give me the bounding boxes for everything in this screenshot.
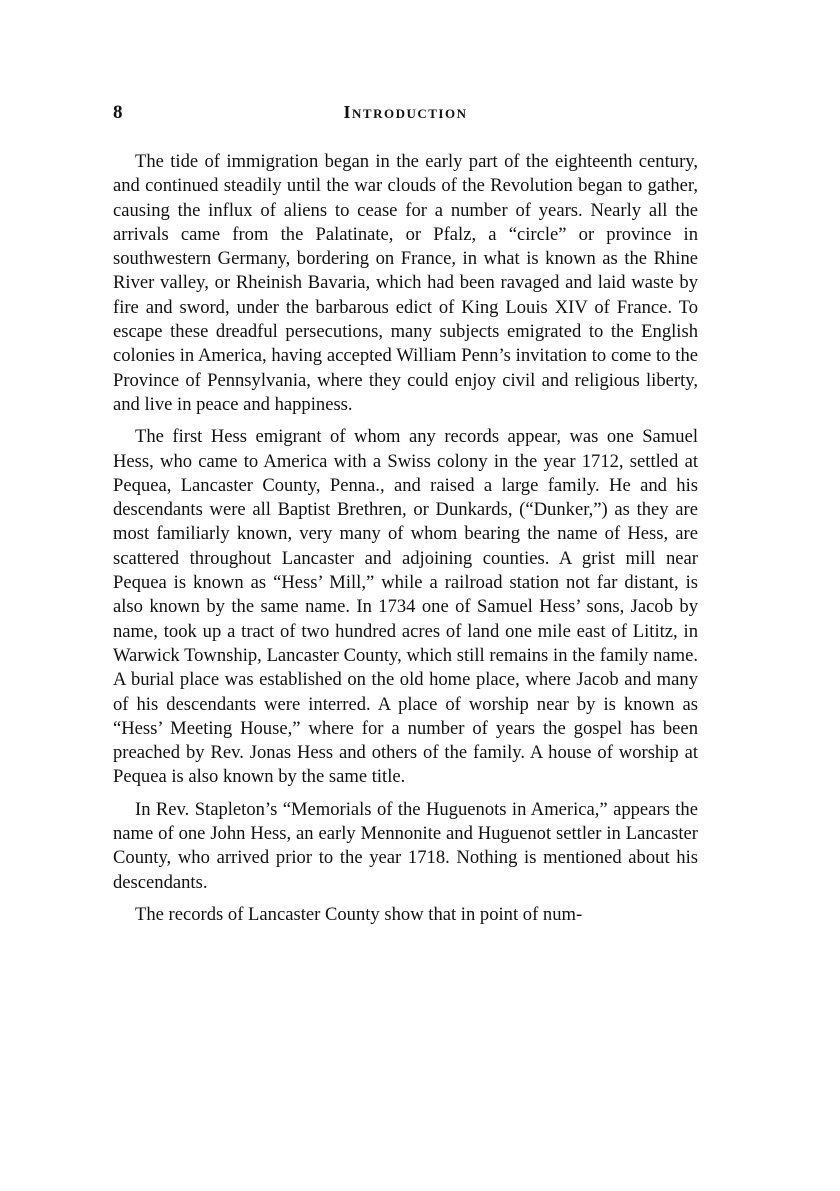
body-text [113, 150, 698, 927]
paragraph: The records of Lancaster County show that in point of num- [135, 903, 583, 925]
page-header [113, 102, 698, 130]
paragraph: The tide of immigration began in the early part of the eighteenth century, and continued steadily until the war clouds of the Revolution began to gather, causing the influx of aliens to cease for a number of years. Nearly all the arrivals came from the Palatinate, or Pfalz, a “circle” or province in southwestern Germany, bordering on France, in what is known as the Rhine River valley, or Rheinish Bavaria, which had been ravaged and laid waste by fire and sword, under the barbarous edict of King Louis XIV of France. To escape these dreadful persecutions, many subjects emigrated to the English colonies in America, having accepted William Penn’s invitation to come to the Province of Pennsylvania, where they could enjoy civil and religious liberty, and live in peace and happiness. [113, 151, 698, 415]
page-number: 8 [113, 102, 123, 123]
paragraph: In Rev. Stapleton’s “Memorials of the Huguenots in America,” appears the name of one John Hess, an early Mennonite and Huguenot settler in Lancaster County, who arrived prior to the year 1718. Nothing is mentioned about his descendants. [113, 798, 698, 893]
paragraph: The first Hess emigrant of whom any records appear, was one Samuel Hess, who came to America with a Swiss colony in the year 1712, settled at Pequea, Lancaster County, Penna., and raised a large family. He and his descendants were all Baptist Brethren, or Dunkards, (“Dunker,”) as they are most familiarly known, very many of whom bearing the name of Hess, are scattered throughout Lancaster and adjoining counties. A grist mill near Pequea is known as “Hess’ Mill,” while a railroad station not far distant, is also known by the same name. In 1734 one of Samuel Hess’ sons, Jacob by name, took up a tract of two hundred acres of land one mile east of Lititz, in Warwick Township, Lancaster County, which still remains in the family name. A burial place was established on the old home place, where Jacob and many of his descendants were interred. A place of worship near by is known as “Hess’ Meeting House,” where for a number of years the gospel has been preached by Rev. Jonas Hess and others of the family. A house of worship at Pequea is also known by the same title. [113, 426, 698, 788]
running-title: Introduction [343, 102, 468, 122]
